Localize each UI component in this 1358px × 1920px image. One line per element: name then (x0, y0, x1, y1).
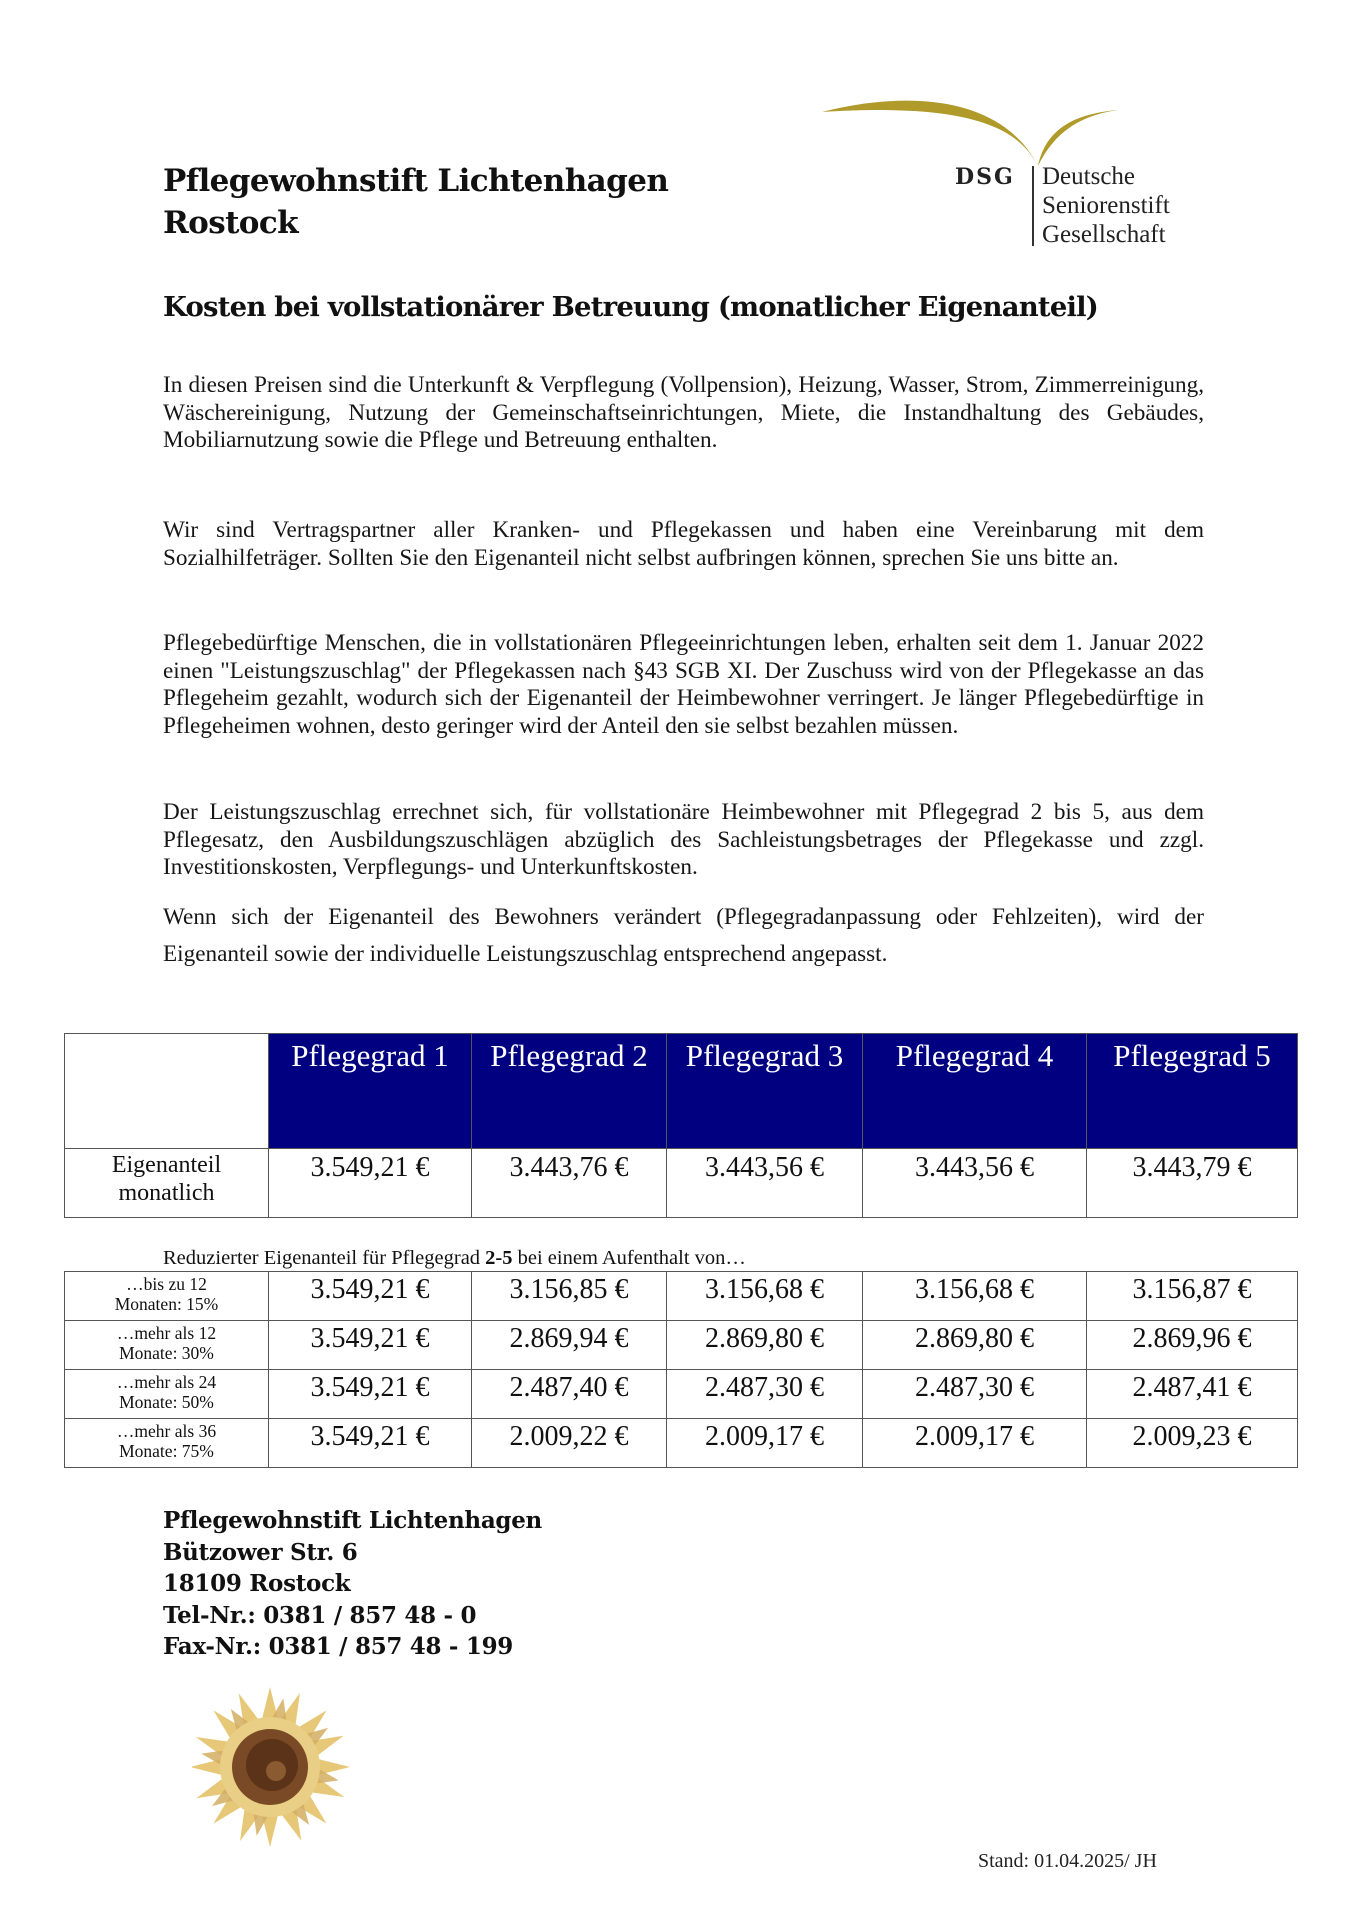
facility-title (163, 160, 763, 244)
header-pflegegrad-3: Pflegegrad 3 (667, 1034, 863, 1149)
table-row (65, 1149, 1298, 1218)
cell-value: 2.487,41 € (1087, 1370, 1298, 1419)
row-label-line: Monaten: 15% (114, 1294, 219, 1314)
cell-value: 3.156,85 € (472, 1272, 667, 1321)
address-name: Pflegewohnstift Lichtenhagen (163, 1507, 542, 1534)
caption-text: Reduzierter Eigenanteil für Pflegegrad (163, 1247, 486, 1269)
cell-value: 2.009,17 € (863, 1419, 1087, 1468)
table-header-row (65, 1034, 1298, 1149)
logo-line: Gesellschaft (1042, 221, 1166, 248)
header-blank-cell (65, 1034, 269, 1149)
row-label-line: …mehr als 24 (116, 1372, 217, 1392)
cell-value: 2.869,96 € (1087, 1321, 1298, 1370)
address-fax: Fax-Nr.: 0381 / 857 48 - 199 (163, 1633, 513, 1660)
row-label-line: Monate: 30% (119, 1343, 214, 1363)
logo-wordmark (1042, 162, 1170, 249)
row-label-line: …bis zu 12 (126, 1274, 207, 1294)
cell-value: 2.487,40 € (472, 1370, 667, 1419)
header-pflegegrad-1: Pflegegrad 1 (269, 1034, 472, 1149)
row-label (65, 1370, 269, 1419)
cell-value: 2.869,80 € (863, 1321, 1087, 1370)
cell-value: 3.156,87 € (1087, 1272, 1298, 1321)
header-pflegegrad-5: Pflegegrad 5 (1087, 1034, 1298, 1149)
row-label-eigenanteil: Eigenanteil monatlich (65, 1149, 269, 1218)
cell-value: 2.487,30 € (667, 1370, 863, 1419)
cell-value: 3.156,68 € (863, 1272, 1087, 1321)
page-heading: Kosten bei vollstationärer Betreuung (monatlicher Eigenanteil) (163, 291, 1099, 323)
row-label (65, 1321, 269, 1370)
cell-value: 3.549,21 € (269, 1419, 472, 1468)
cell-value: 2.009,22 € (472, 1419, 667, 1468)
table-row (65, 1321, 1298, 1370)
cell-value: 2.009,17 € (667, 1419, 863, 1468)
row-label (65, 1419, 269, 1468)
address-city: 18109 Rostock (163, 1570, 351, 1597)
paragraph-adjustment: Wenn sich der Eigenanteil des Bewohners verändert (Pflegegradanpassung oder Fehlzeiten), wird der Eigenanteil sowie der individuelle Leistungszuschlag entsprechend angepasst. (163, 904, 1204, 967)
sunflower-icon (192, 1683, 352, 1848)
cell-value: 3.443,56 € (863, 1149, 1087, 1218)
logo-divider (1032, 166, 1034, 246)
table-row (65, 1370, 1298, 1419)
cell-value: 3.443,56 € (667, 1149, 863, 1218)
cell-value: 2.009,23 € (1087, 1419, 1298, 1468)
row-label-line: Monate: 50% (119, 1392, 214, 1412)
cell-value: 3.443,76 € (472, 1149, 667, 1218)
row-label (65, 1272, 269, 1321)
row-label-line: …mehr als 36 (116, 1421, 217, 1441)
logo-abbreviation: DSG (955, 164, 1015, 190)
document-date: Stand: 01.04.2025/ JH (978, 1850, 1157, 1872)
reduced-cost-table (64, 1271, 1298, 1468)
paragraph-leistungszuschlag: Pflegebedürftige Menschen, die in vollstationären Pflegeeinrichtungen leben, erhalten seit dem 1. Januar 2022 einen "Leistungszuschlag" der Pflegekassen nach §43 SGB XI. Der Zuschuss wird von der Pflegekasse an das Pflegeheim gezahlt, wodurch sich der Eigenanteil der Heimbewohner verringert. Je länger Pflegebedürftige in Pflegeheimen wohnen, desto geringer wird der Anteil den sie selbst bezahlen müssen. (163, 630, 1204, 739)
cell-value: 3.549,21 € (269, 1272, 472, 1321)
swoosh-icon (820, 92, 1210, 172)
paragraph-included-services: In diesen Preisen sind die Unterkunft & Verpflegung (Vollpension), Heizung, Wasser, Strom, Zimmerreinigung, Wäschereinigung, Nutzung der Gemeinschaftseinrichtungen, Miete, die Instandhaltung des Gebäudes, Mobiliarnutzung sowie die Pflege und Betreuung enthalten. (163, 372, 1204, 453)
cell-value: 3.549,21 € (269, 1370, 472, 1419)
row-label-line: …mehr als 12 (116, 1323, 217, 1343)
address-street: Bützower Str. 6 (163, 1538, 358, 1566)
cost-table (64, 1033, 1298, 1218)
table-row (65, 1419, 1298, 1468)
logo-line: Deutsche (1042, 163, 1136, 190)
reduced-table-caption (163, 1245, 746, 1271)
caption-bold: 2-5 (485, 1247, 513, 1269)
cell-value: 3.443,79 € (1087, 1149, 1298, 1218)
paragraph-calculation: Der Leistungszuschlag errechnet sich, für vollstationäre Heimbewohner mit Pflegegrad 2 bis 5, aus dem Pflegesatz, den Ausbildungszuschlägen abzüglich des Sachleistungsbetrages der Pflegekasse und zzgl. Investitionskosten, Verpflegungs- und Unterkunftskosten. (163, 799, 1204, 880)
logo-line: Seniorenstift (1042, 192, 1170, 219)
paragraph-contract-partner: Wir sind Vertragspartner aller Kranken- und Pflegekassen und haben eine Vereinbarung mit dem Sozialhilfeträger. Sollten Sie den Eigenanteil nicht selbst aufbringen können, sprechen Sie uns bitte an. (163, 517, 1204, 571)
cell-value: 3.549,21 € (269, 1321, 472, 1370)
cell-value: 2.869,94 € (472, 1321, 667, 1370)
facility-name: Pflegewohnstift Lichtenhagen (163, 163, 669, 199)
address-phone: Tel-Nr.: 0381 / 857 48 - 0 (163, 1601, 477, 1629)
row-label-line: Monate: 75% (119, 1441, 214, 1461)
header-pflegegrad-4: Pflegegrad 4 (863, 1034, 1087, 1149)
cell-value: 3.156,68 € (667, 1272, 863, 1321)
cell-value: 2.487,30 € (863, 1370, 1087, 1419)
address-block (163, 1505, 542, 1663)
cell-value: 2.869,80 € (667, 1321, 863, 1370)
header-pflegegrad-2: Pflegegrad 2 (472, 1034, 667, 1149)
table-row (65, 1272, 1298, 1321)
cell-value: 3.549,21 € (269, 1149, 472, 1218)
caption-text: bei einem Aufenthalt von… (512, 1247, 746, 1269)
dsg-logo (820, 92, 1210, 262)
facility-city: Rostock (163, 205, 299, 241)
